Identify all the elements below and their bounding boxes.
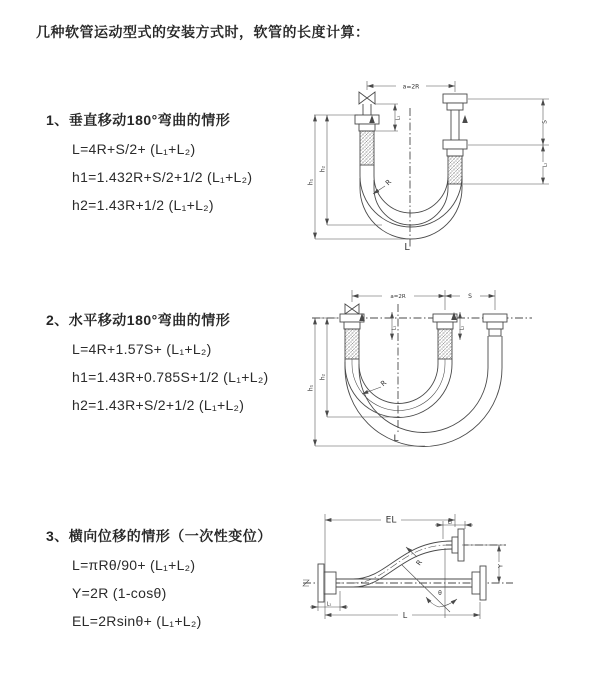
right-flange [472, 572, 480, 594]
up-arrow-icon [462, 115, 468, 123]
page-title: 几种软管运动型式的安装方式时，软管的长度计算： [36, 24, 370, 40]
dim-label-l1: L₁ [391, 325, 398, 331]
hose-wall-bottom [336, 549, 452, 587]
hose-wall-top [336, 541, 452, 579]
dim-label-el: EL [385, 515, 397, 526]
dim-label-l2: L₂ [542, 162, 549, 168]
left-flange [318, 564, 324, 602]
diagram-vertical-180-bend [300, 68, 560, 254]
dim-label-l: L [402, 610, 408, 620]
section-3-formula-Y: Y=2R (1-cosθ) [72, 585, 167, 601]
valve-icon [345, 304, 359, 314]
hose-curve-outer [345, 359, 452, 418]
dim-label-l: L [404, 242, 410, 253]
right-upper-flange [443, 94, 467, 103]
hose-assembly [303, 529, 513, 602]
section-3 [46, 526, 272, 628]
right-lower-flange [443, 140, 467, 149]
middle-braided-hose [438, 329, 452, 359]
dimension-lines [310, 514, 505, 620]
dim-label-h2: h₂ [319, 373, 327, 381]
dim-label-h1: h₁ [307, 178, 315, 186]
hose-centerline-curve [336, 545, 448, 583]
section-2 [46, 310, 269, 412]
hose-curve-inner [359, 359, 438, 404]
dim-label-r: R [379, 378, 389, 389]
right-flange [483, 314, 507, 322]
hose-assembly [312, 304, 532, 447]
dimension-lines [308, 81, 550, 253]
section-2-heading: 2、水平移动180°弯曲的情形 [46, 312, 231, 328]
dim-label-s: S [468, 293, 472, 301]
section-2-formula-h2: h2=1.43R+S/2+1/2 (L₁+L₂) [72, 397, 245, 413]
section-1-formula-h2: h2=1.43R+1/2 (L₁+L₂) [72, 197, 214, 213]
dim-label-a2r: a=2R [390, 294, 406, 301]
section-2-formula-h1: h1=1.43R+0.785S+1/2 (L₁+L₂) [72, 369, 269, 385]
diagram-horizontal-180-bend [300, 284, 595, 470]
dim-label-s: S [541, 120, 549, 124]
right-braided-hose [448, 156, 462, 184]
hose-curve-outer [360, 165, 462, 227]
upper-flange [452, 537, 458, 553]
dim-label-a2r: a=2R [402, 83, 420, 91]
dim-label-y: Y [496, 564, 505, 568]
dim-label-theta: θ [438, 590, 442, 597]
dim-label-l1: L₁ [395, 115, 402, 121]
section-1-formula-h1: h1=1.432R+S/2+1/2 (L₁+L₂) [72, 169, 253, 185]
section-3-formula-EL: EL=2Rsinθ+ (L₁+L₂) [72, 613, 202, 629]
dim-label-r: R [384, 178, 394, 188]
hose-assembly [355, 92, 468, 248]
section-3-heading: 3、横向位移的情形（一次性变位） [46, 528, 272, 544]
hose-curve-inner-moved [359, 336, 488, 433]
dim-label-r: R [414, 558, 425, 568]
left-braided-hose [345, 329, 359, 359]
left-flange [355, 115, 379, 124]
section-2-formula-L: L=4R+1.57S+ (L₁+L₂) [72, 341, 212, 357]
dim-label-h2: h₂ [319, 165, 327, 173]
section-1-formula-L: L=4R+S/2+ (L₁+L₂) [72, 141, 196, 157]
left-braided-hose [360, 131, 374, 165]
section-1 [46, 110, 252, 212]
dim-label-h1: h₁ [307, 384, 315, 392]
hose-curve-inner [374, 165, 448, 213]
section-1-heading: 1、垂直移动180°弯曲的情形 [46, 112, 231, 128]
dim-label-l2: L₂ [459, 325, 466, 331]
valve-icon [359, 92, 375, 104]
diagram-lateral-displacement [298, 498, 598, 658]
dimension-lines [308, 290, 496, 446]
hose-curve-outer-moved [345, 336, 502, 447]
dim-label-l: L [393, 434, 399, 444]
dim-label-l2: L₂ [447, 519, 453, 526]
hose-curve-mid [352, 359, 445, 410]
dim-label-l1: L₁ [326, 601, 332, 608]
section-3-formula-L: L=πRθ/90+ (L₁+L₂) [72, 557, 196, 573]
